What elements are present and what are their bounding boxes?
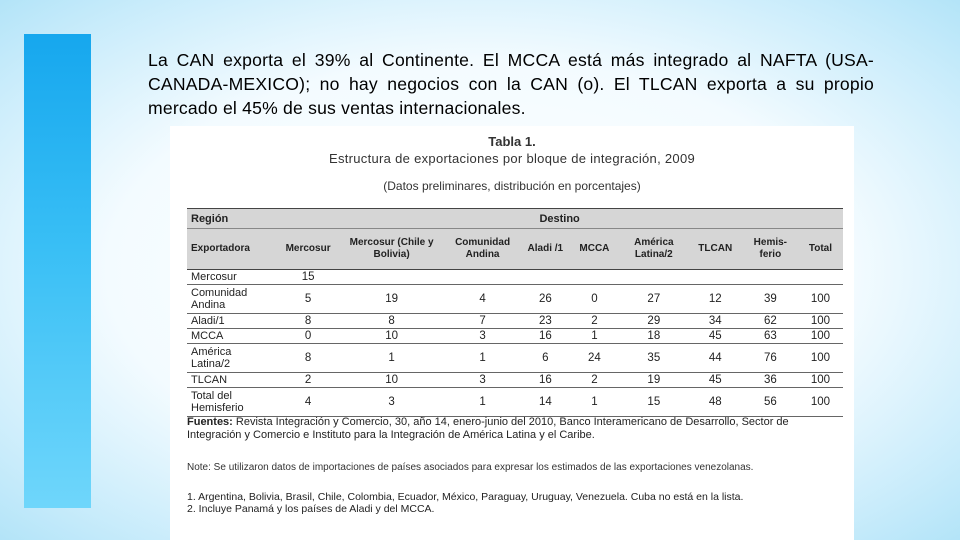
- table-cell: 45: [688, 373, 743, 388]
- table-row: [187, 314, 843, 329]
- column-header: América Latina/2: [620, 229, 688, 270]
- table-cell: 56: [743, 388, 798, 417]
- table-source: [187, 416, 843, 441]
- row-label: Mercosur: [187, 270, 276, 285]
- column-header: Exportadora: [187, 229, 276, 270]
- table-row: [187, 270, 843, 285]
- table-row: [187, 285, 843, 314]
- table-cell: 19: [340, 285, 443, 314]
- table-note: Note: Se utilizaron datos de importaciones de países asociados para expresar los estimados de las exportaciones venezolanas.: [187, 462, 754, 473]
- table-cell: 100: [798, 373, 843, 388]
- decorative-side-bar: [24, 34, 91, 508]
- table-cell: 48: [688, 388, 743, 417]
- column-header: Mercosur: [276, 229, 340, 270]
- intro-paragraph: La CAN exporta el 39% al Continente. El MCCA está más integrado al NAFTA (USA-CANADA-MEXICO); no hay negocios con la CAN (o). El TLCAN exporta a su propio mercado el 45% de sus ventas internacionales.: [148, 50, 874, 118]
- table-label: Tabla 1.: [488, 134, 536, 149]
- table-cell: 3: [443, 373, 522, 388]
- table-row: [187, 344, 843, 373]
- table-cell: 5: [276, 285, 340, 314]
- table-footnotes: [187, 492, 843, 515]
- column-header: Comunidad Andina: [443, 229, 522, 270]
- column-header: Total: [798, 229, 843, 270]
- table-cell: 100: [798, 344, 843, 373]
- table-cell: 10: [340, 329, 443, 344]
- table-cell: 35: [620, 344, 688, 373]
- table-cell: 8: [276, 314, 340, 329]
- header-region: Región: [187, 209, 276, 229]
- row-label: TLCAN: [187, 373, 276, 388]
- row-label: Comunidad Andina: [187, 285, 276, 314]
- table-cell: [688, 270, 743, 285]
- row-label: MCCA: [187, 329, 276, 344]
- table-title: Estructura de exportaciones por bloque de integración, 2009: [328, 151, 696, 166]
- table-cell: 3: [340, 388, 443, 417]
- table-cell: [798, 270, 843, 285]
- table-row: [187, 373, 843, 388]
- table-cell: 3: [443, 329, 522, 344]
- table-cell: 16: [522, 329, 569, 344]
- table-cell: 36: [743, 373, 798, 388]
- footnote: 1. Argentina, Bolivia, Brasil, Chile, Colombia, Ecuador, México, Paraguay, Uruguay, Venezuela. Cuba no está en la lista.: [187, 491, 744, 503]
- table-cell: 45: [688, 329, 743, 344]
- table-cell: 19: [620, 373, 688, 388]
- table-cell: 100: [798, 314, 843, 329]
- table-row: [187, 329, 843, 344]
- table-cell: [340, 270, 443, 285]
- column-header: Mercosur (Chile y Bolivia): [340, 229, 443, 270]
- table-cell: 100: [798, 285, 843, 314]
- table-cell: [522, 270, 569, 285]
- exports-table: [187, 208, 843, 417]
- table-cell: 0: [276, 329, 340, 344]
- table-cell: 26: [522, 285, 569, 314]
- table-subtitle: (Datos preliminares, distribución en porcentajes): [383, 179, 641, 193]
- row-label: América Latina/2: [187, 344, 276, 373]
- table-cell: 2: [276, 373, 340, 388]
- table-cell: 6: [522, 344, 569, 373]
- table-cell: 4: [443, 285, 522, 314]
- table-cell: 18: [620, 329, 688, 344]
- column-header: TLCAN: [688, 229, 743, 270]
- table-cell: 10: [340, 373, 443, 388]
- row-label: Total del Hemisferio: [187, 388, 276, 417]
- table-cell: 34: [688, 314, 743, 329]
- column-header: Hemis-ferio: [743, 229, 798, 270]
- table-cell: 44: [688, 344, 743, 373]
- table-cell: 15: [620, 388, 688, 417]
- table-cell: 1: [340, 344, 443, 373]
- table-cell: 8: [276, 344, 340, 373]
- column-header: Aladi /1: [522, 229, 569, 270]
- source-text: Revista Integración y Comercio, 30, año 14, enero-junio del 2010, Banco Interamericano de Desarrollo, Sector de Integración y Comercio e Instituto para la Integración de América Latina y el Caribe.: [187, 416, 789, 441]
- table-cell: [743, 270, 798, 285]
- table-row: [187, 388, 843, 417]
- table-cell: [569, 270, 620, 285]
- footnote: 2. Incluye Panamá y los países de Aladi y del MCCA.: [187, 502, 435, 515]
- table-header-row-1: [187, 209, 843, 229]
- table-cell: 2: [569, 373, 620, 388]
- table-cell: 39: [743, 285, 798, 314]
- column-header: MCCA: [569, 229, 620, 270]
- table-cell: 1: [443, 344, 522, 373]
- table-image: [170, 126, 854, 540]
- table-cell: 12: [688, 285, 743, 314]
- table-cell: [620, 270, 688, 285]
- table-cell: 2: [569, 314, 620, 329]
- table-cell: 76: [743, 344, 798, 373]
- table-cell: 4: [276, 388, 340, 417]
- table-header-row-2: [187, 229, 843, 270]
- table-cell: 1: [569, 388, 620, 417]
- table-cell: 24: [569, 344, 620, 373]
- table-cell: 23: [522, 314, 569, 329]
- table-cell: 1: [443, 388, 522, 417]
- header-destino: Destino: [276, 209, 843, 229]
- table-cell: 63: [743, 329, 798, 344]
- table-cell: 0: [569, 285, 620, 314]
- table-cell: 62: [743, 314, 798, 329]
- table-cell: 29: [620, 314, 688, 329]
- table-cell: 8: [340, 314, 443, 329]
- table-cell: 100: [798, 388, 843, 417]
- table-cell: 16: [522, 373, 569, 388]
- table-cell: 15: [276, 270, 340, 285]
- table-cell: 14: [522, 388, 569, 417]
- row-label: Aladi/1: [187, 314, 276, 329]
- table-cell: 7: [443, 314, 522, 329]
- table-cell: 100: [798, 329, 843, 344]
- table-cell: 1: [569, 329, 620, 344]
- source-label: Fuentes:: [187, 416, 233, 428]
- table-cell: 27: [620, 285, 688, 314]
- table-cell: [443, 270, 522, 285]
